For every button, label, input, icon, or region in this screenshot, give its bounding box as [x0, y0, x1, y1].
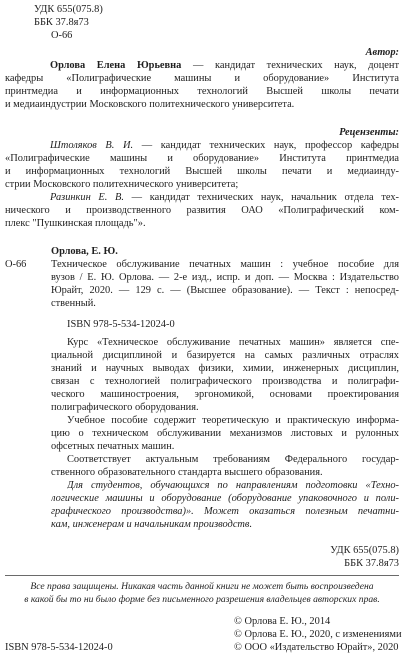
rights-top-rule — [5, 575, 399, 576]
bibliographic-line-2: вузов / Е. Ю. Орлова. — 2-е изд., испр. и доп. — Москва : Издательство — [51, 272, 399, 283]
annotation-p1-line-4: связан с технологией полиграфического производства и полиграфи- — [51, 376, 399, 387]
author-name: Орлова Елена Юрьевна — [50, 60, 182, 71]
audience-line-2: логические машины и оборудование (оборудование упаковочного и поли- — [51, 493, 399, 504]
bottom-udk-code: УДК 655(075.8) — [330, 545, 399, 556]
annotation-p3-line-2: ственного образовательного стандарта высшего образования. — [51, 467, 323, 478]
reviewer1-line-1: Штоляков В. И. — кандидат технических наук, профессор кафедры — [50, 140, 399, 151]
author-line-2: кафедры «Полиграфические машины и оборудование» Института — [5, 73, 399, 84]
reviewer2-line-2: нического и производственного развития ОАО «Полиграфический ком- — [5, 205, 399, 216]
annotation-p1-line-5: ческого машиностроения, эргономикой, основами проектирования — [51, 389, 399, 400]
annotation-p1-line-3: знаний и научных выводах физики, химии, инженерных дисциплин, — [51, 363, 399, 374]
audience-line-3: графического производства)». Может оказаться полезным печатни- — [51, 506, 399, 517]
rights-line-1: Все права защищены. Никакая часть данной книги не может быть воспроизведена — [30, 581, 374, 592]
reviewer1-name: Штоляков В. И. — [50, 140, 134, 151]
annotation-p3-line-1: Соответствует актуальным требованиям Федерального государ- — [67, 454, 399, 465]
reviewer2-line-3: плекс "Пушкинская площадь"». — [5, 218, 146, 229]
rights-line-2: в какой бы то ни было форме без письменного разрешения владельцев авторских прав. — [24, 594, 380, 605]
author-line-4: и медиаиндустрии Московского политехнического университета. — [5, 99, 295, 110]
bibliographic-isbn: ISBN 978-5-534-12024-0 — [67, 319, 175, 330]
reviewer1-line-4: стрии Московского политехнического университета; — [5, 179, 239, 190]
copyright-line-3: © ООО «Издательство Юрайт», 2020 — [234, 642, 399, 653]
reviewer1-line-2: «Полиграфические машины и оборудование» Института принтмедиа — [5, 153, 399, 164]
copyright-line-2: © Орлова Е. Ю., 2020, с изменениями — [234, 629, 402, 640]
annotation-p2-line-3: офсетных печатных машин. — [51, 441, 175, 452]
annotation-p1-line-2: циальной дисциплиной и базируется на самых различных отраслях — [51, 350, 399, 361]
author-line-3: принтмедиа и информационных технологий Высшей школы печати — [5, 86, 399, 97]
author-mark: О-66 — [51, 30, 73, 41]
audience-line-1: Для студентов, обучающихся по направлениям подготовки «Техно- — [67, 480, 399, 491]
reviewers-heading: Рецензенты: — [339, 127, 399, 138]
reviewer2-line-1: Разинкин Е. В. — кандидат технических наук, начальник отдела тех- — [50, 192, 399, 203]
annotation-p2-line-2: цию о техническом обслуживании механизмов листовых и рулонных — [51, 428, 399, 439]
bottom-bbk-code: ББК 37.8я73 — [344, 558, 399, 569]
copyright-line-1: © Орлова Е. Ю., 2014 — [234, 616, 331, 627]
udk-code: УДК 655(075.8) — [34, 4, 103, 15]
bbk-code: ББК 37.8я73 — [34, 17, 89, 28]
author-heading: Автор: — [365, 47, 399, 58]
bibliographic-line-4: ственный. — [51, 298, 96, 309]
bibliographic-line-1: Техническое обслуживание печатных машин : учебное пособие для — [51, 259, 399, 270]
bibliographic-line-3: Юрайт, 2020. — 129 с. — (Высшее образование). — Текст : непосред- — [51, 285, 399, 296]
bibliographic-author-mark: О-66 — [5, 259, 27, 270]
author-line-1: Орлова Елена Юрьевна — кандидат технических наук, доцент — [50, 60, 399, 71]
audience-line-4: кам, инженерам и начальникам производств. — [51, 519, 253, 530]
annotation-p1-line-6: полиграфического оборудования. — [51, 402, 199, 413]
bibliographic-author: Орлова, Е. Ю. — [51, 246, 118, 257]
reviewer2-name: Разинкин Е. В. — [50, 192, 124, 203]
annotation-p1-line-1: Курс «Техническое обслуживание печатных машин» является спе- — [67, 337, 399, 348]
footer-isbn: ISBN 978-5-534-12024-0 — [5, 642, 113, 653]
annotation-p2-line-1: Учебное пособие содержит теоретическую и практическую информа- — [67, 415, 399, 426]
reviewer1-line-3: и информационных технологий Высшей школы печати и медиаинду- — [5, 166, 399, 177]
